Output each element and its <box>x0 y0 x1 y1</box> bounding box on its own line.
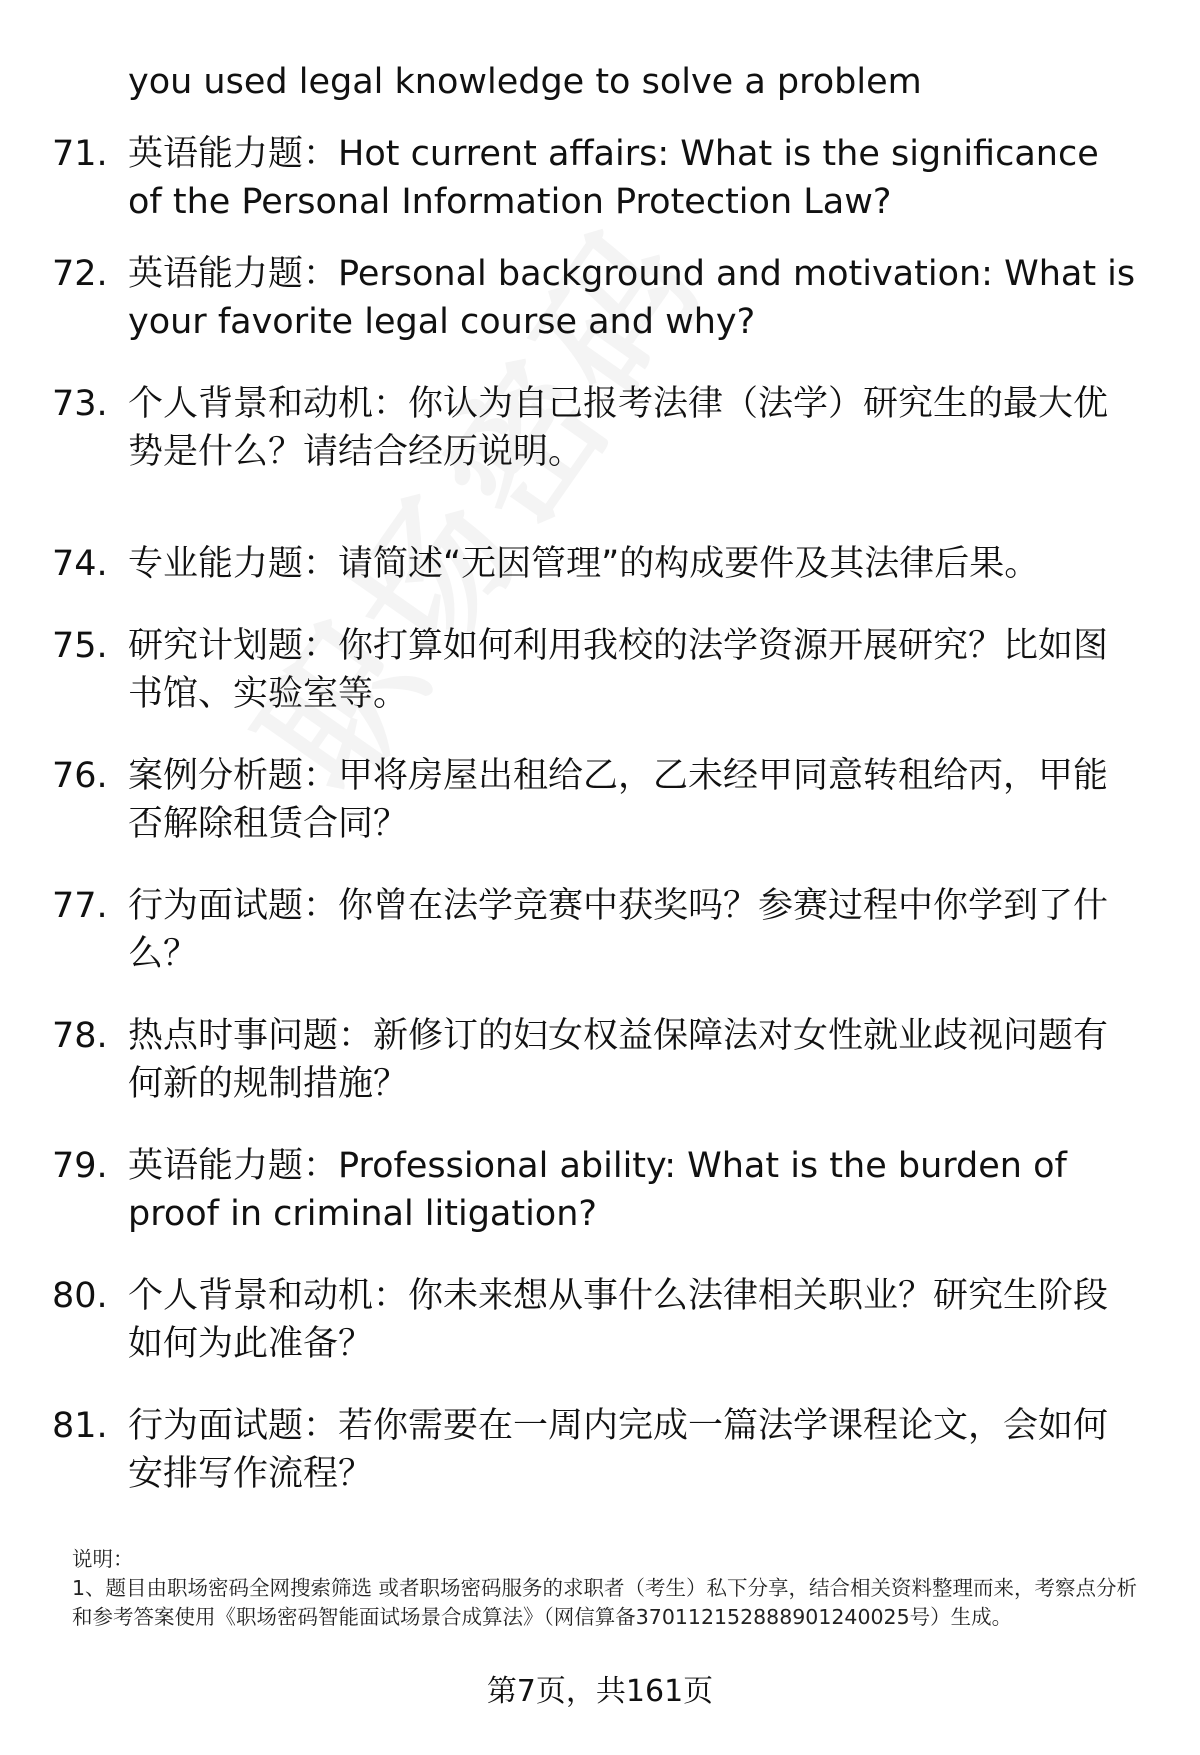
question-text: 个人背景和动机：你认为自己报考法律（法学）研究生的最大优势是什么？请结合经历说明。 <box>128 384 1109 472</box>
question-number: 73. <box>52 384 108 424</box>
question-text: 行为面试题：你曾在法学竞赛中获奖吗？参赛过程中你学到了什么？ <box>128 886 1109 974</box>
question-number: 71. <box>52 134 108 174</box>
question-text: 英语能力题：Professional ability: What is the burden of proof in criminal litigation? <box>128 1146 1067 1234</box>
question-text: 热点时事问题：新修订的妇女权益保障法对女性就业歧视问题有何新的规制措施？ <box>128 1016 1109 1104</box>
notes-heading: 说明： <box>72 1547 134 1571</box>
question-text: 英语能力题：Hot current affairs: What is the significance of the Personal Information Protection Law? <box>128 134 1099 222</box>
question-number: 76. <box>52 756 108 796</box>
question-text: 个人背景和动机：你未来想从事什么法律相关职业？研究生阶段如何为此准备？ <box>128 1276 1109 1364</box>
notes-section <box>72 1545 1152 1632</box>
question-text: 行为面试题：若你需要在一周内完成一篇法学课程论文，会如何安排写作流程？ <box>128 1406 1109 1494</box>
question-text: 案例分析题：甲将房屋出租给乙，乙未经甲同意转租给丙，甲能否解除租赁合同？ <box>128 756 1109 844</box>
question-number: 74. <box>52 544 108 584</box>
question-number: 78. <box>52 1016 108 1056</box>
question-number: 72. <box>52 254 108 294</box>
notes-body: 1、题目由职场密码全网搜索筛选 或者职场密码服务的求职者（考生）私下分享，结合相关资料整理而来，考察点分析和参考答案使用《职场密码智能面试场景合成算法》（网信算备370112152888901240025号）生成。 <box>72 1576 1138 1629</box>
question-text: 专业能力题：请简述“无因管理”的构成要件及其法律后果。 <box>128 544 1040 584</box>
question-number: 77. <box>52 886 108 926</box>
question-text: 研究计划题：你打算如何利用我校的法学资源开展研究？比如图书馆、实验室等。 <box>128 626 1109 714</box>
question-number: 81. <box>52 1406 108 1446</box>
question-number: 79. <box>52 1146 108 1186</box>
question-number: 75. <box>52 626 108 666</box>
question-text: 英语能力题：Personal background and motivation: What is your favorite legal course and why? <box>128 254 1136 342</box>
page-number: 第7页，共161页 <box>486 1674 714 1709</box>
continued-line: you used legal knowledge to solve a problem <box>128 62 922 102</box>
question-number: 80. <box>52 1276 108 1316</box>
